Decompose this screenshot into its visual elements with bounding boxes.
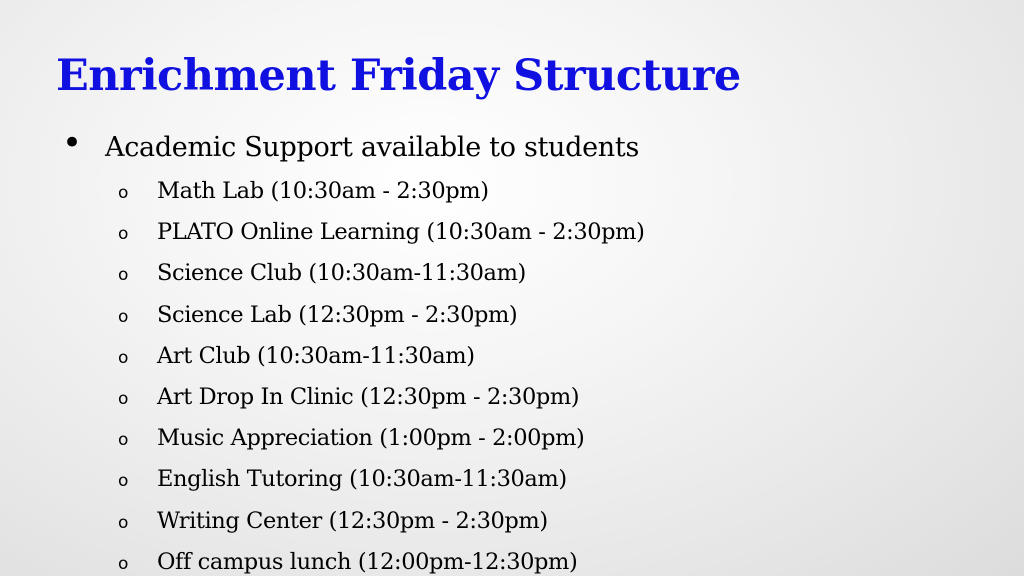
sub-bullet-text: Art Drop In Clinic (12:30pm - 2:30pm) [157, 383, 580, 410]
sub-bullet-text: Math Lab (10:30am - 2:30pm) [157, 178, 489, 204]
circle-bullet-icon: o [118, 183, 129, 203]
slide-title: Enrichment Friday Structure [56, 51, 741, 101]
sub-bullet-text: Writing Center (12:30pm - 2:30pm) [157, 507, 548, 534]
bullet-text: Academic Support available to students [105, 132, 640, 163]
circle-bullet-icon: o [118, 388, 129, 409]
circle-bullet-icon: o [118, 430, 129, 451]
bullet-dot-icon: • [62, 123, 83, 163]
sub-bullet-text: Science Lab (12:30pm - 2:30pm) [157, 301, 518, 328]
sub-bullet-text: English Tutoring (10:30am-11:30am) [157, 466, 567, 493]
sub-bullet-text: Off campus lunch (12:00pm-12:30pm) [157, 548, 578, 575]
circle-bullet-icon: o [118, 224, 129, 245]
circle-bullet-icon: o [118, 265, 129, 286]
sub-bullet-text: Science Club (10:30am-11:30am) [157, 260, 526, 287]
circle-bullet-icon: o [118, 306, 129, 327]
circle-bullet-icon: o [118, 512, 129, 533]
sub-bullet-text: Art Club (10:30am-11:30am) [157, 342, 475, 369]
sub-bullet-text: PLATO Online Learning (10:30am - 2:30pm) [157, 219, 645, 246]
sub-bullet-text: Music Appreciation (1:00pm - 2:00pm) [157, 425, 585, 452]
circle-bullet-icon: o [118, 471, 129, 492]
circle-bullet-icon: o [118, 553, 129, 574]
circle-bullet-icon: o [118, 347, 129, 368]
